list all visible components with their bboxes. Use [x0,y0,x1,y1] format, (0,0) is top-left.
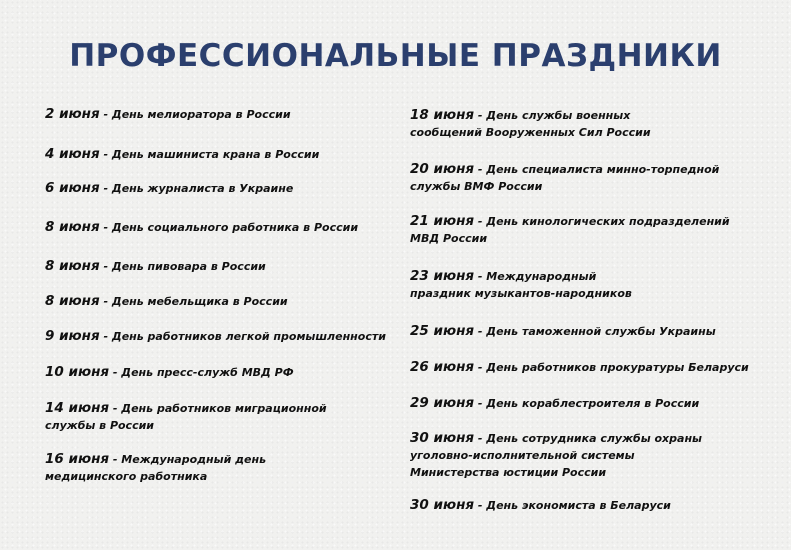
holiday-name: - День кинологических подразделений МВД России [410,215,730,245]
list-item [45,400,375,434]
holiday-date: 30 июня [410,430,475,446]
list-item [45,106,291,123]
holiday-name: - День социального работника в России [99,221,359,234]
page-title: ПРОФЕССИОНАЛЬНЫЕ ПРАЗДНИКИ [69,38,722,74]
holiday-name: - День экономиста в Беларуси [474,499,671,512]
holiday-date: 23 июня [410,268,475,284]
holiday-date: 14 июня [45,400,110,416]
holiday-name: - Международный день медицинского работника [45,453,267,483]
holiday-date: 10 июня [45,364,110,380]
holiday-name: - День кораблестроителя в России [474,397,700,410]
list-item [410,430,710,481]
holiday-date: 8 июня [45,219,100,235]
holiday-date: 4 июня [45,146,100,162]
list-item [45,293,288,310]
holiday-date: 8 июня [45,293,100,309]
holiday-name: - День мелиоратора в России [99,108,291,121]
holiday-name: - День сотрудника службы охраны уголовно-исполнительной системы Министерства юстиции России [410,432,703,479]
list-item [45,146,319,163]
list-item [410,107,700,141]
holiday-date: 25 июня [410,323,475,339]
holiday-name: - День таможенной службы Украины [474,325,716,338]
holiday-name: - День пресс-служб МВД РФ [109,366,294,379]
list-item [45,180,293,197]
holiday-date: 20 июня [410,161,475,177]
holiday-name: - День службы военных сообщений Вооруженных Сил России [410,109,651,139]
list-item [45,451,345,485]
holiday-date: 16 июня [45,451,110,467]
list-item [410,161,760,195]
holiday-name: - День работников прокуратуры Беларуси [474,361,749,374]
list-item [45,258,266,275]
holiday-name: - День журналиста в Украине [99,182,294,195]
holiday-date: 8 июня [45,258,100,274]
list-item [45,364,294,381]
holiday-date: 30 июня [410,497,475,513]
holiday-date: 21 июня [410,213,475,229]
holiday-date: 2 июня [45,106,100,122]
holiday-name: - День специалиста минно-торпедной службы ВМФ России [410,163,720,193]
holiday-name: - Международный праздник музыкантов-народников [410,270,632,300]
list-item [410,213,745,247]
holiday-name: - День мебельщика в России [99,295,288,308]
holiday-date: 26 июня [410,359,475,375]
list-item [410,359,749,376]
holiday-name: - День работников миграционной службы в России [45,402,327,432]
holiday-date: 9 июня [45,328,100,344]
list-item [410,323,716,340]
holiday-date: 29 июня [410,395,475,411]
holiday-name: - День машиниста крана в России [99,148,320,161]
list-item [410,497,671,514]
list-item [410,395,699,412]
holiday-name: - День работников легкой промышленности [99,330,386,343]
list-item [45,219,358,236]
holiday-date: 18 июня [410,107,475,123]
list-item [410,268,660,302]
holiday-date: 6 июня [45,180,100,196]
holiday-name: - День пивовара в России [99,260,266,273]
list-item [45,328,386,345]
